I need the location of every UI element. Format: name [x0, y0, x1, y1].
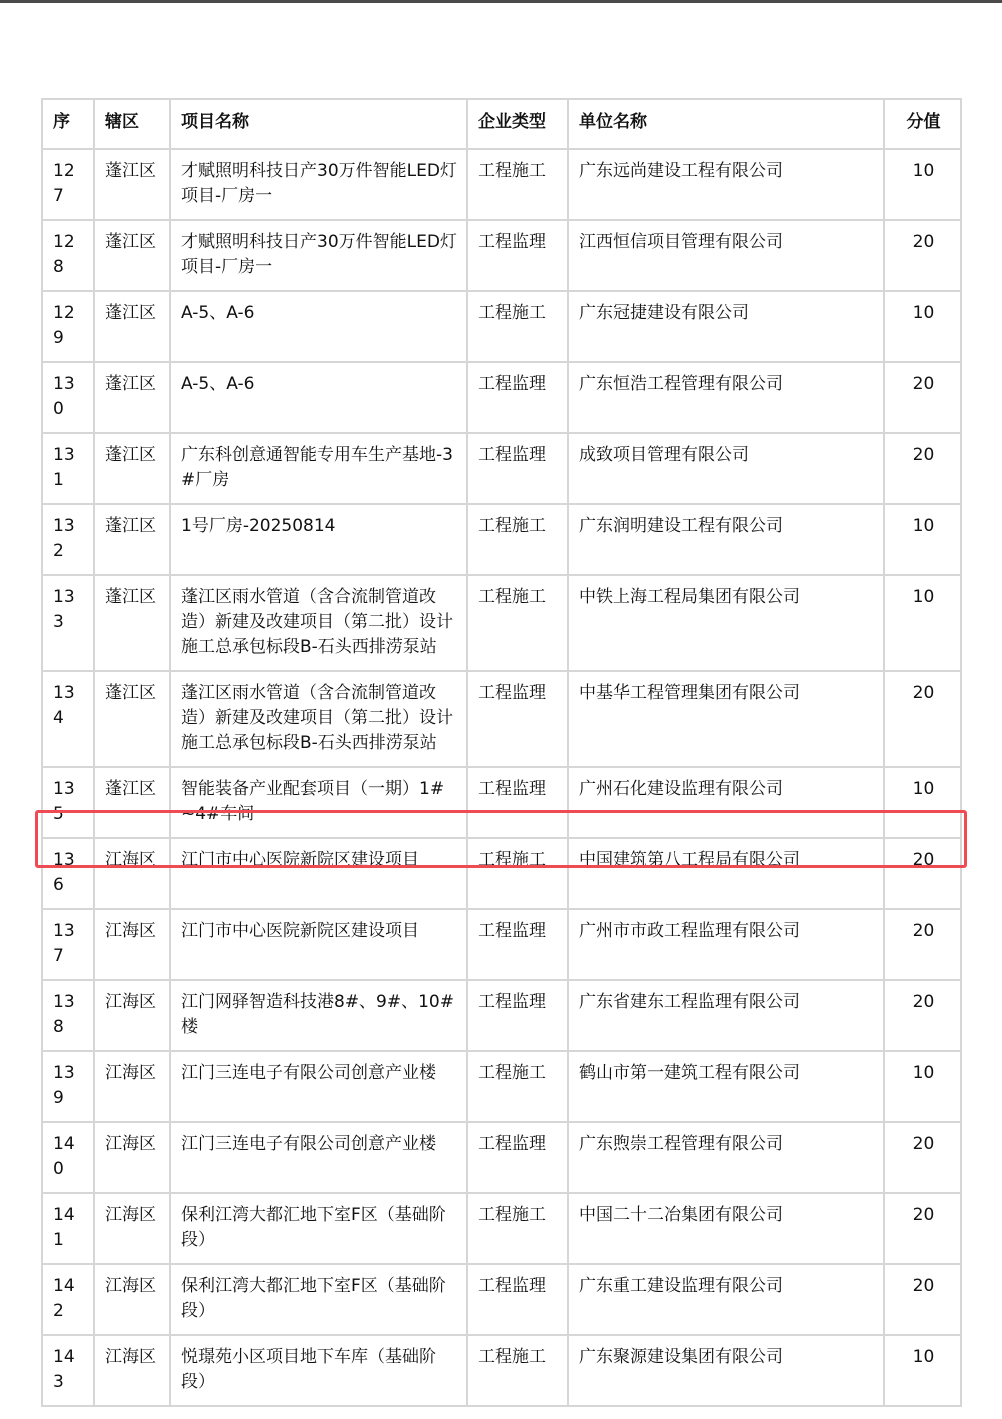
- cell-type: 工程监理: [467, 671, 568, 767]
- header-company: 单位名称: [568, 99, 884, 149]
- cell-score: 10: [884, 1335, 961, 1406]
- cell-district: 江海区: [94, 980, 170, 1051]
- cell-no: 132: [42, 504, 94, 575]
- cell-project: 广东科创意通智能专用车生产基地-3#厂房: [170, 433, 467, 504]
- cell-company: 中国二十二冶集团有限公司: [568, 1193, 884, 1264]
- cell-score: 10: [884, 504, 961, 575]
- cell-type: 工程施工: [467, 504, 568, 575]
- score-table: [41, 98, 962, 1407]
- header-score: 分值: [884, 99, 961, 149]
- cell-project: 保利江湾大都汇地下室F区（基础阶段）: [170, 1193, 467, 1264]
- cell-district: 蓬江区: [94, 362, 170, 433]
- cell-no: 143: [42, 1335, 94, 1406]
- cell-no: 129: [42, 291, 94, 362]
- cell-no: 130: [42, 362, 94, 433]
- header-no: 序: [42, 99, 94, 149]
- cell-project: 1号厂房-20250814: [170, 504, 467, 575]
- cell-company: 成致项目管理有限公司: [568, 433, 884, 504]
- cell-type: 工程监理: [467, 980, 568, 1051]
- cell-project: 江门三连电子有限公司创意产业楼: [170, 1122, 467, 1193]
- cell-type: 工程监理: [467, 220, 568, 291]
- cell-company: 广东润明建设工程有限公司: [568, 504, 884, 575]
- cell-company: 江西恒信项目管理有限公司: [568, 220, 884, 291]
- cell-score: 20: [884, 362, 961, 433]
- table-row: [42, 291, 961, 362]
- cell-company: 广州石化建设监理有限公司: [568, 767, 884, 838]
- cell-project: 蓬江区雨水管道（含合流制管道改造）新建及改建项目（第二批）设计施工总承包标段B-石头西排涝泵站: [170, 671, 467, 767]
- cell-project: 江门市中心医院新院区建设项目: [170, 838, 467, 909]
- cell-score: 10: [884, 149, 961, 220]
- cell-type: 工程施工: [467, 1335, 568, 1406]
- cell-score: 20: [884, 1193, 961, 1264]
- cell-score: 20: [884, 220, 961, 291]
- cell-project: 蓬江区雨水管道（含合流制管道改造）新建及改建项目（第二批）设计施工总承包标段B-石头西排涝泵站: [170, 575, 467, 671]
- cell-no: 139: [42, 1051, 94, 1122]
- cell-district: 江海区: [94, 909, 170, 980]
- cell-type: 工程施工: [467, 149, 568, 220]
- cell-type: 工程监理: [467, 909, 568, 980]
- table-row: [42, 980, 961, 1051]
- cell-no: 134: [42, 671, 94, 767]
- cell-no: 142: [42, 1264, 94, 1335]
- cell-no: 127: [42, 149, 94, 220]
- header-project: 项目名称: [170, 99, 467, 149]
- cell-project: 江门网驿智造科技港8#、9#、10#楼: [170, 980, 467, 1051]
- table-row: [42, 1335, 961, 1406]
- cell-score: 20: [884, 433, 961, 504]
- table-row: [42, 671, 961, 767]
- cell-score: 20: [884, 980, 961, 1051]
- top-divider: [0, 0, 1002, 3]
- cell-project: A-5、A-6: [170, 291, 467, 362]
- table-row: [42, 220, 961, 291]
- cell-company: 鹤山市第一建筑工程有限公司: [568, 1051, 884, 1122]
- cell-type: 工程监理: [467, 767, 568, 838]
- cell-district: 江海区: [94, 1335, 170, 1406]
- cell-type: 工程施工: [467, 838, 568, 909]
- cell-project: 保利江湾大都汇地下室F区（基础阶段）: [170, 1264, 467, 1335]
- cell-district: 蓬江区: [94, 433, 170, 504]
- cell-type: 工程施工: [467, 1193, 568, 1264]
- table-row: [42, 362, 961, 433]
- cell-district: 蓬江区: [94, 504, 170, 575]
- cell-company: 中国建筑第八工程局有限公司: [568, 838, 884, 909]
- cell-score: 20: [884, 1122, 961, 1193]
- cell-no: 140: [42, 1122, 94, 1193]
- cell-company: 广东省建东工程监理有限公司: [568, 980, 884, 1051]
- cell-score: 10: [884, 575, 961, 671]
- cell-project: 江门市中心医院新院区建设项目: [170, 909, 467, 980]
- cell-type: 工程施工: [467, 291, 568, 362]
- table-row: [42, 1193, 961, 1264]
- table-row: [42, 1264, 961, 1335]
- cell-score: 10: [884, 767, 961, 838]
- cell-project: 智能装备产业配套项目（一期）1#~4#车间: [170, 767, 467, 838]
- cell-no: 141: [42, 1193, 94, 1264]
- cell-no: 135: [42, 767, 94, 838]
- cell-district: 江海区: [94, 1264, 170, 1335]
- cell-no: 138: [42, 980, 94, 1051]
- cell-score: 10: [884, 1051, 961, 1122]
- cell-company: 广东聚源建设集团有限公司: [568, 1335, 884, 1406]
- cell-district: 江海区: [94, 838, 170, 909]
- cell-district: 江海区: [94, 1122, 170, 1193]
- cell-score: 20: [884, 1264, 961, 1335]
- cell-company: 广东煦崇工程管理有限公司: [568, 1122, 884, 1193]
- cell-district: 蓬江区: [94, 575, 170, 671]
- cell-score: 10: [884, 291, 961, 362]
- cell-district: 江海区: [94, 1193, 170, 1264]
- cell-company: 中基华工程管理集团有限公司: [568, 671, 884, 767]
- cell-district: 蓬江区: [94, 149, 170, 220]
- cell-type: 工程监理: [467, 1122, 568, 1193]
- cell-project: 才赋照明科技日产30万件智能LED灯项目-厂房一: [170, 220, 467, 291]
- cell-score: 20: [884, 671, 961, 767]
- header-type: 企业类型: [467, 99, 568, 149]
- table-row: [42, 575, 961, 671]
- cell-no: 137: [42, 909, 94, 980]
- cell-district: 蓬江区: [94, 671, 170, 767]
- cell-district: 蓬江区: [94, 291, 170, 362]
- cell-type: 工程施工: [467, 575, 568, 671]
- cell-district: 蓬江区: [94, 220, 170, 291]
- cell-project: 悦璟苑小区项目地下车库（基础阶段）: [170, 1335, 467, 1406]
- cell-project: 才赋照明科技日产30万件智能LED灯项目-厂房一: [170, 149, 467, 220]
- table-row: [42, 149, 961, 220]
- cell-company: 广州市市政工程监理有限公司: [568, 909, 884, 980]
- table-row: [42, 433, 961, 504]
- cell-type: 工程监理: [467, 433, 568, 504]
- cell-no: 131: [42, 433, 94, 504]
- cell-company: 广东重工建设监理有限公司: [568, 1264, 884, 1335]
- cell-type: 工程监理: [467, 362, 568, 433]
- cell-company: 中铁上海工程局集团有限公司: [568, 575, 884, 671]
- cell-district: 蓬江区: [94, 767, 170, 838]
- cell-company: 广东远尚建设工程有限公司: [568, 149, 884, 220]
- cell-type: 工程施工: [467, 1051, 568, 1122]
- cell-no: 128: [42, 220, 94, 291]
- cell-company: 广东冠捷建设有限公司: [568, 291, 884, 362]
- cell-district: 江海区: [94, 1051, 170, 1122]
- cell-no: 133: [42, 575, 94, 671]
- cell-no: 136: [42, 838, 94, 909]
- table-row: [42, 504, 961, 575]
- table-row: [42, 1051, 961, 1122]
- cell-project: 江门三连电子有限公司创意产业楼: [170, 1051, 467, 1122]
- cell-score: 20: [884, 909, 961, 980]
- table-body: [42, 149, 961, 1406]
- score-table-container: [41, 98, 960, 1407]
- cell-project: A-5、A-6: [170, 362, 467, 433]
- cell-type: 工程监理: [467, 1264, 568, 1335]
- cell-score: 20: [884, 838, 961, 909]
- highlight-box: [35, 810, 967, 868]
- header-district: 辖区: [94, 99, 170, 149]
- table-row: [42, 1122, 961, 1193]
- cell-company: 广东恒浩工程管理有限公司: [568, 362, 884, 433]
- table-row: [42, 909, 961, 980]
- table-header-row: [42, 99, 961, 149]
